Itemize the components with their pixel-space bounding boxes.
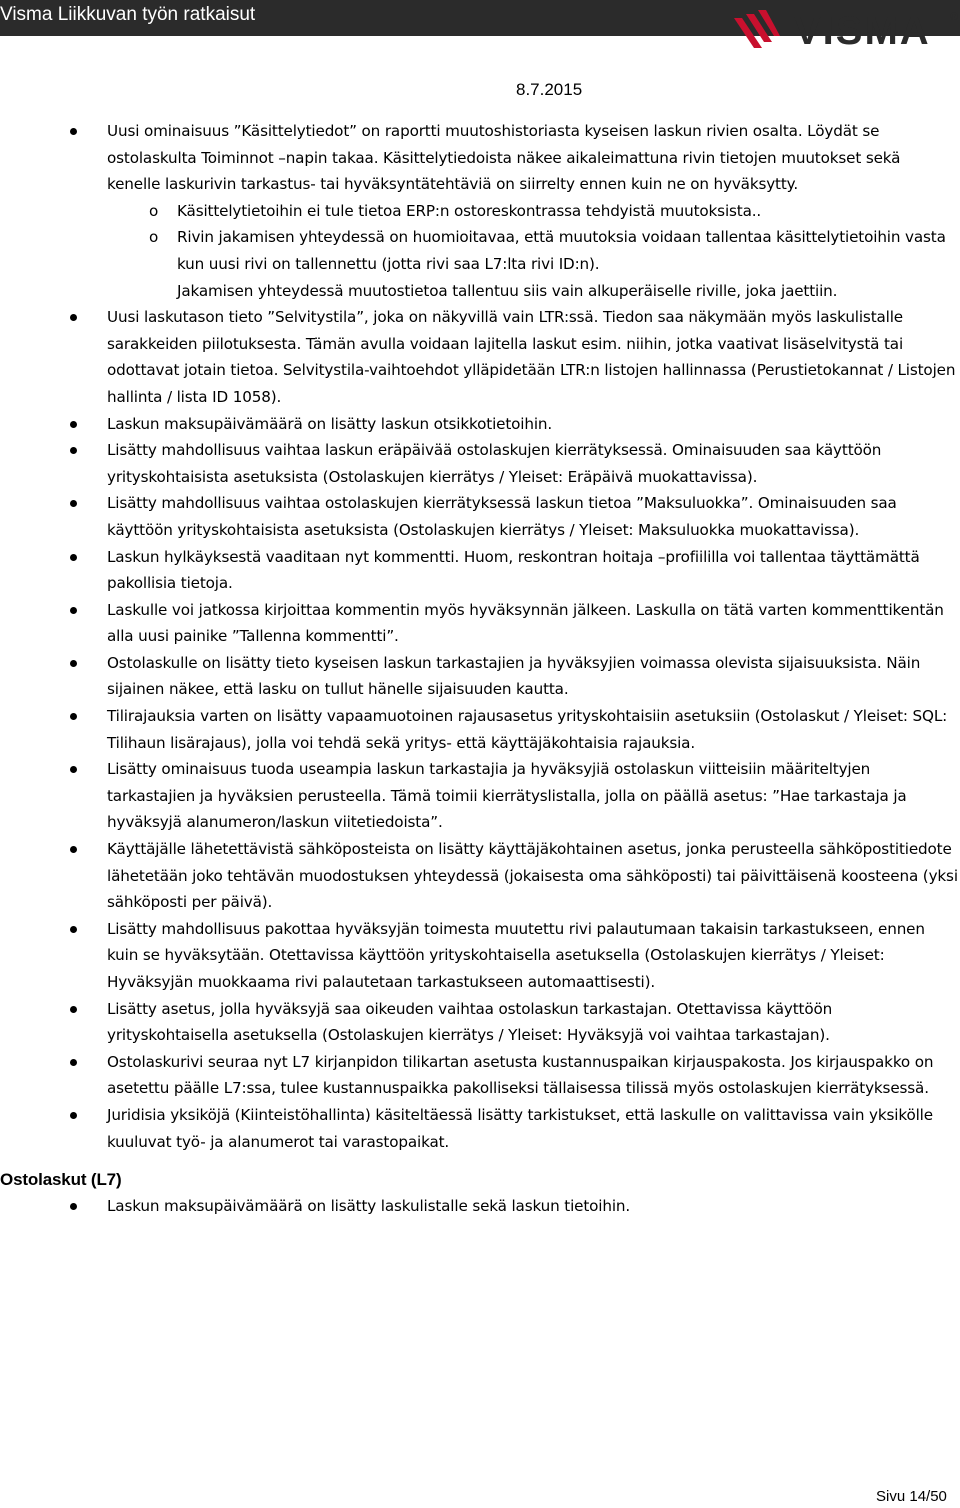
visma-logo bbox=[732, 4, 960, 52]
list-item: Tilirajauksia varten on lisätty vapaamuotoinen rajausasetus yrityskohtaisiin asetuksiin (Ostolaskut / Yleiset: SQL: Tilihaun lisärajaus), jolla voi tehdä sekä yritys- että käyttäjäkohtaisia rajauksia. bbox=[0, 703, 958, 756]
section-bullet-list bbox=[0, 1193, 958, 1220]
visma-logo-mark bbox=[734, 10, 780, 48]
header-title: Visma Liikkuvan työn ratkaisut bbox=[0, 4, 256, 25]
list-item: Uusi laskutason tieto ”Selvitystila”, joka on näkyvillä vain LTR:ssä. Tiedon saa näkymään myös laskulistalle sarakkeiden piilotuksesta. Tämän avulla voidaan lajitella laskut esim. niihin, jotka vaativat lisäselvitystä tai odottavat jotain tietoa. Selvitystila-vaihtoehdot ylläpidetään LTR:n listojen hallinnassa (Perustietokannat / Listojen hallinta / lista ID 1058). bbox=[0, 304, 958, 410]
list-item: Juridisia yksiköjä (Kiinteistöhallinta) käsiteltäessä lisätty tarkistukset, että laskulle on valittavissa vain yksikölle kuuluvat työ- ja alanumerot tai varastopaikat. bbox=[0, 1102, 958, 1155]
list-item: Uusi ominaisuus ”Käsittelytiedot” on raportti muutoshistoriasta kyseisen laskun rivien osalta. Löydät se ostolaskulta Toiminnot –napin takaa. Käsittelytiedoista näkee aikaleimattuna rivin tietojen muutokset sekä kenelle laskurivin tarkastus- tai hyväksyntätehtäviä on siirrelty ennen kuin ne on hyväksytty. bbox=[0, 118, 958, 198]
list-item: Lisätty mahdollisuus pakottaa hyväksyjän toimesta muutettu rivi palautumaan takaisin tarkastukseen, ennen kuin se hyväksytään. Otettavissa käyttöön yrityskohtaisella asetuksella (Ostolaskujen kierrätys / Yleiset: Hyväksyjän muokkaama rivi palautetaan tarkastukseen automaattisesti). bbox=[0, 916, 958, 996]
document-body bbox=[0, 118, 958, 1220]
section-heading: Ostolaskut (L7) bbox=[0, 1170, 122, 1190]
list-item: Lisätty mahdollisuus vaihtaa laskun eräpäivää ostolaskujen kierrätyksessä. Ominaisuuden saa käyttöön yrityskohtaisista asetuksista (Ostolaskujen kierrätys / Yleiset: Eräpäivä muokattavissa). bbox=[0, 437, 958, 490]
list-item: Lisätty mahdollisuus vaihtaa ostolaskujen kierrätyksessä laskun tietoa ”Maksuluokka”. Ominaisuuden saa käyttöön yrityskohtaisista asetuksista (Ostolaskujen kierrätys / Yleiset: Maksuluokka muokattavissa). bbox=[0, 490, 958, 543]
list-item: Laskun maksupäivämäärä on lisätty laskun otsikkotietoihin. bbox=[0, 411, 958, 438]
list-item: Lisätty ominaisuus tuoda useampia laskun tarkastajia ja hyväksyjiä ostolaskun viitteisiin määriteltyjen tarkastajien ja hyväksien perusteella. Tämä toimii kierrätyslistalla, jolla on päällä asetus: ”Hae tarkastaja ja hyväksyjä alanumeron/laskun viitetiedoista”. bbox=[0, 756, 958, 836]
list-item: Ostolaskulle on lisätty tieto kyseisen laskun tarkastajien ja hyväksyjien voimassa olevista sijaisuuksista. Näin sijainen näkee, että lasku on tullut hänelle sijaisuuden kautta. bbox=[0, 650, 958, 703]
list-item: Ostolaskurivi seuraa nyt L7 kirjanpidon tilikartan asetusta kustannuspaikan kirjauspakosta. Jos kirjauspakko on asetettu päälle L7:ssa, tulee kustannuspaikka pakolliseksi tällaisessa tilissä myös ostolaskujen kierrätyksessä. bbox=[0, 1049, 958, 1102]
list-item: Käyttäjälle lähetettävistä sähköposteista on lisätty käyttäjäkohtainen asetus, jonka perusteella sähköpostitiedote lähetetään joko tehtävän muodostuksen yhteydessä (jokaisesta oma sähköposti) tai päivittäisenä koosteena (yksi sähköposti per päivä). bbox=[0, 836, 958, 916]
sub-list-continuation: Jakamisen yhteydessä muutostietoa tallentuu siis vain alkuperäiselle riville, joka jaettiin. bbox=[177, 281, 838, 300]
sub-list-item: o Käsittelytietoihin ei tule tietoa ERP:n ostoreskontrassa tehdyistä muutoksista.. bbox=[0, 198, 958, 225]
registered-mark-icon: ® bbox=[950, 11, 959, 23]
visma-logo-wordmark: VISMA bbox=[794, 9, 931, 52]
list-item: Laskun maksupäivämäärä on lisätty laskulistalle sekä laskun tietoihin. bbox=[0, 1193, 958, 1220]
document-date: 8.7.2015 bbox=[516, 80, 583, 99]
bullet-list bbox=[0, 118, 958, 1155]
list-item: Lisätty asetus, jolla hyväksyjä saa oikeuden vaihtaa ostolaskun tarkastajan. Otettavissa käyttöön yrityskohtaisella asetuksella (Ostolaskujen kierrätys / Yleiset: Hyväksyjä voi vaihtaa tarkastajan). bbox=[0, 996, 958, 1049]
list-item: Laskulle voi jatkossa kirjoittaa kommentin myös hyväksynnän jälkeen. Laskulla on tätä varten kommenttikentän alla uusi painike ”Tallenna kommentti”. bbox=[0, 597, 958, 650]
list-item: Laskun hylkäyksestä vaaditaan nyt kommentti. Huom, reskontran hoitaja –profiililla voi tallentaa täyttämättä pakollisia tietoja. bbox=[0, 544, 958, 597]
page-number: Sivu 14/50 bbox=[876, 1488, 947, 1505]
sub-list-item: o Rivin jakamisen yhteydessä on huomioitavaa, että muutoksia voidaan tallentaa käsittelytietoihin vasta kun uusi rivi on tallennettu (jotta rivi saa L7:lta rivi ID:n). bbox=[0, 224, 958, 277]
